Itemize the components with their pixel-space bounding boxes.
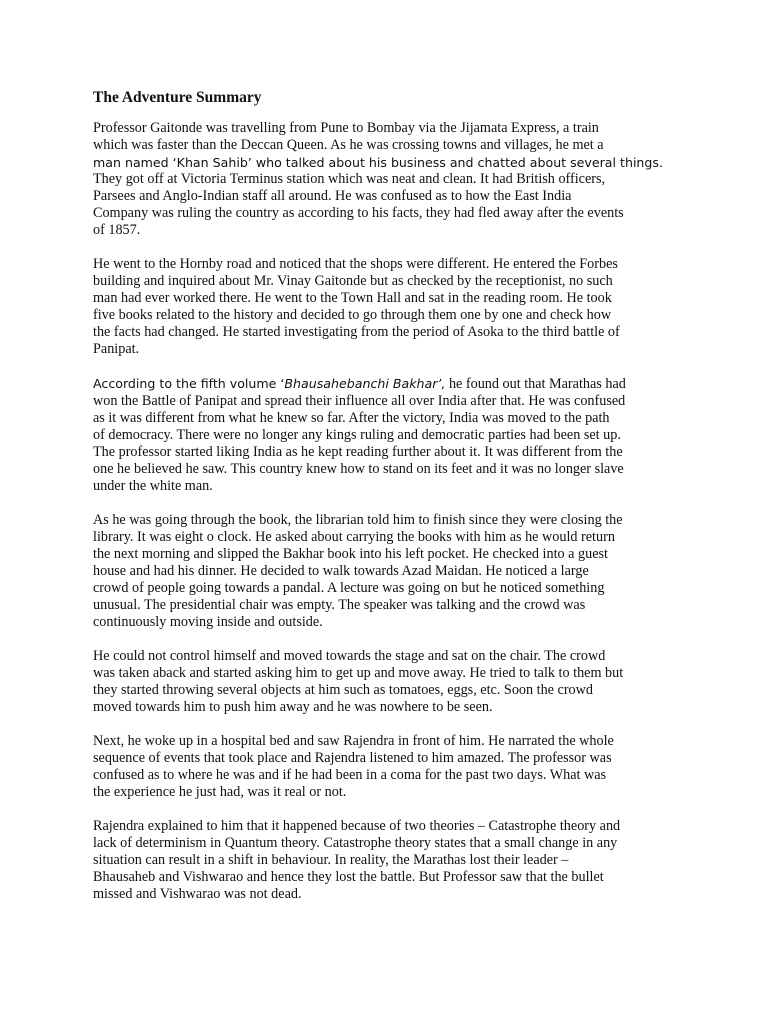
text-line: the facts had changed. He started investigating from the period of Asoka to the third battle of: [93, 324, 620, 340]
text-line: crowd of people going towards a pandal. A lecture was going on but he noticed something: [93, 580, 605, 596]
text-line: lack of determinism in Quantum theory. Catastrophe theory states that a small change in any: [93, 835, 618, 851]
text-line: Next, he woke up in a hospital bed and saw Rajendra in front of him. He narrated the whole: [93, 733, 614, 749]
text-line: of democracy. There were no longer any kings ruling and democratic parties had been set up.: [93, 427, 621, 443]
page-title: The Adventure Summary: [93, 89, 262, 106]
text-line: building and inquired about Mr. Vinay Gaitonde but as checked by the receptionist, no such: [93, 273, 613, 289]
text-line: Company was ruling the country as according to his facts, they had fled away after the events: [93, 205, 624, 221]
text-line: He went to the Hornby road and noticed that the shops were different. He entered the Forbes: [93, 256, 618, 272]
text-line: man had ever worked there. He went to the Town Hall and sat in the reading room. He took: [93, 290, 612, 306]
paragraph-5: [93, 648, 675, 716]
text-line: situation can result in a shift in behaviour. In reality, the Marathas lost their leader –: [93, 852, 569, 868]
text-line: confused as to where he was and if he had been in a coma for the past two days. What was: [93, 767, 607, 783]
line-prefix: According to the fifth volume ‘: [93, 376, 285, 391]
paragraph-3: [93, 375, 675, 495]
text-line: missed and Vishwarao was not dead.: [93, 886, 302, 902]
text-line: five books related to the history and decided to go through them one by one and check how: [93, 307, 612, 323]
text-line: sequence of events that took place and Rajendra listened to him amazed. The professor was: [93, 750, 612, 766]
text-line: won the Battle of Panipat and spread their influence all over India after that. He was confused: [93, 393, 626, 409]
text-line: man named ‘Khan Sahib’ who talked about his business and chatted about several things.: [93, 155, 663, 170]
text-line: Bhausaheb and Vishwarao and hence they lost the battle. But Professor saw that the bullet: [93, 869, 604, 885]
text-line: they started throwing several objects at him such as tomatoes, eggs, etc. Soon the crowd: [93, 682, 593, 698]
line-suffix: he found out that Marathas had: [445, 376, 626, 392]
text-line: continuously moving inside and outside.: [93, 614, 323, 630]
text-line: under the white man.: [93, 478, 213, 494]
text-line: house and had his dinner. He decided to walk towards Azad Maidan. He noticed a large: [93, 563, 589, 579]
text-line: the next morning and slipped the Bakhar book into his left pocket. He checked into a guest: [93, 546, 608, 562]
paragraph-6: [93, 733, 675, 801]
text-line: He could not control himself and moved towards the stage and sat on the chair. The crowd: [93, 648, 606, 664]
text-line: Parsees and Anglo-Indian staff all around. He was confused as to how the East India: [93, 188, 572, 204]
text-line: unusual. The presidential chair was empty. The speaker was talking and the crowd was: [93, 597, 586, 613]
text-line: The professor started liking India as he kept reading further about it. It was different from the: [93, 444, 623, 460]
paragraph-2: [93, 256, 675, 358]
text-line: They got off at Victoria Terminus station which was neat and clean. It had British officers,: [93, 171, 606, 187]
text-line: Rajendra explained to him that it happened because of two theories – Catastrophe theory and: [93, 818, 621, 834]
text-line: Panipat.: [93, 341, 140, 357]
text-line: moved towards him to push him away and he was nowhere to be seen.: [93, 699, 493, 715]
paragraph-7: [93, 818, 675, 903]
text-line: one he believed he saw. This country knew how to stand on its feet and it was no longer slave: [93, 461, 624, 477]
text-line: was taken aback and started asking him to get up and move away. He tried to talk to them but: [93, 665, 624, 681]
text-line: the experience he just had, was it real or not.: [93, 784, 347, 800]
text-line-with-italic: [93, 375, 675, 393]
text-line: of 1857.: [93, 222, 141, 238]
text-line: Professor Gaitonde was travelling from Pune to Bombay via the Jijamata Express, a train: [93, 120, 599, 136]
text-line: library. It was eight o clock. He asked about carrying the books with him as he would return: [93, 529, 615, 545]
paragraph-4: [93, 512, 675, 631]
book-title: Bhausahebanchi Bakhar’,: [284, 376, 446, 391]
document-body: [93, 88, 675, 920]
text-line: which was faster than the Deccan Queen. As he was crossing towns and villages, he met a: [93, 137, 604, 153]
text-line: as it was different from what he knew so far. After the victory, India was moved to the path: [93, 410, 610, 426]
text-line: As he was going through the book, the librarian told him to finish since they were closing the: [93, 512, 623, 528]
paragraph-1: [93, 120, 675, 239]
